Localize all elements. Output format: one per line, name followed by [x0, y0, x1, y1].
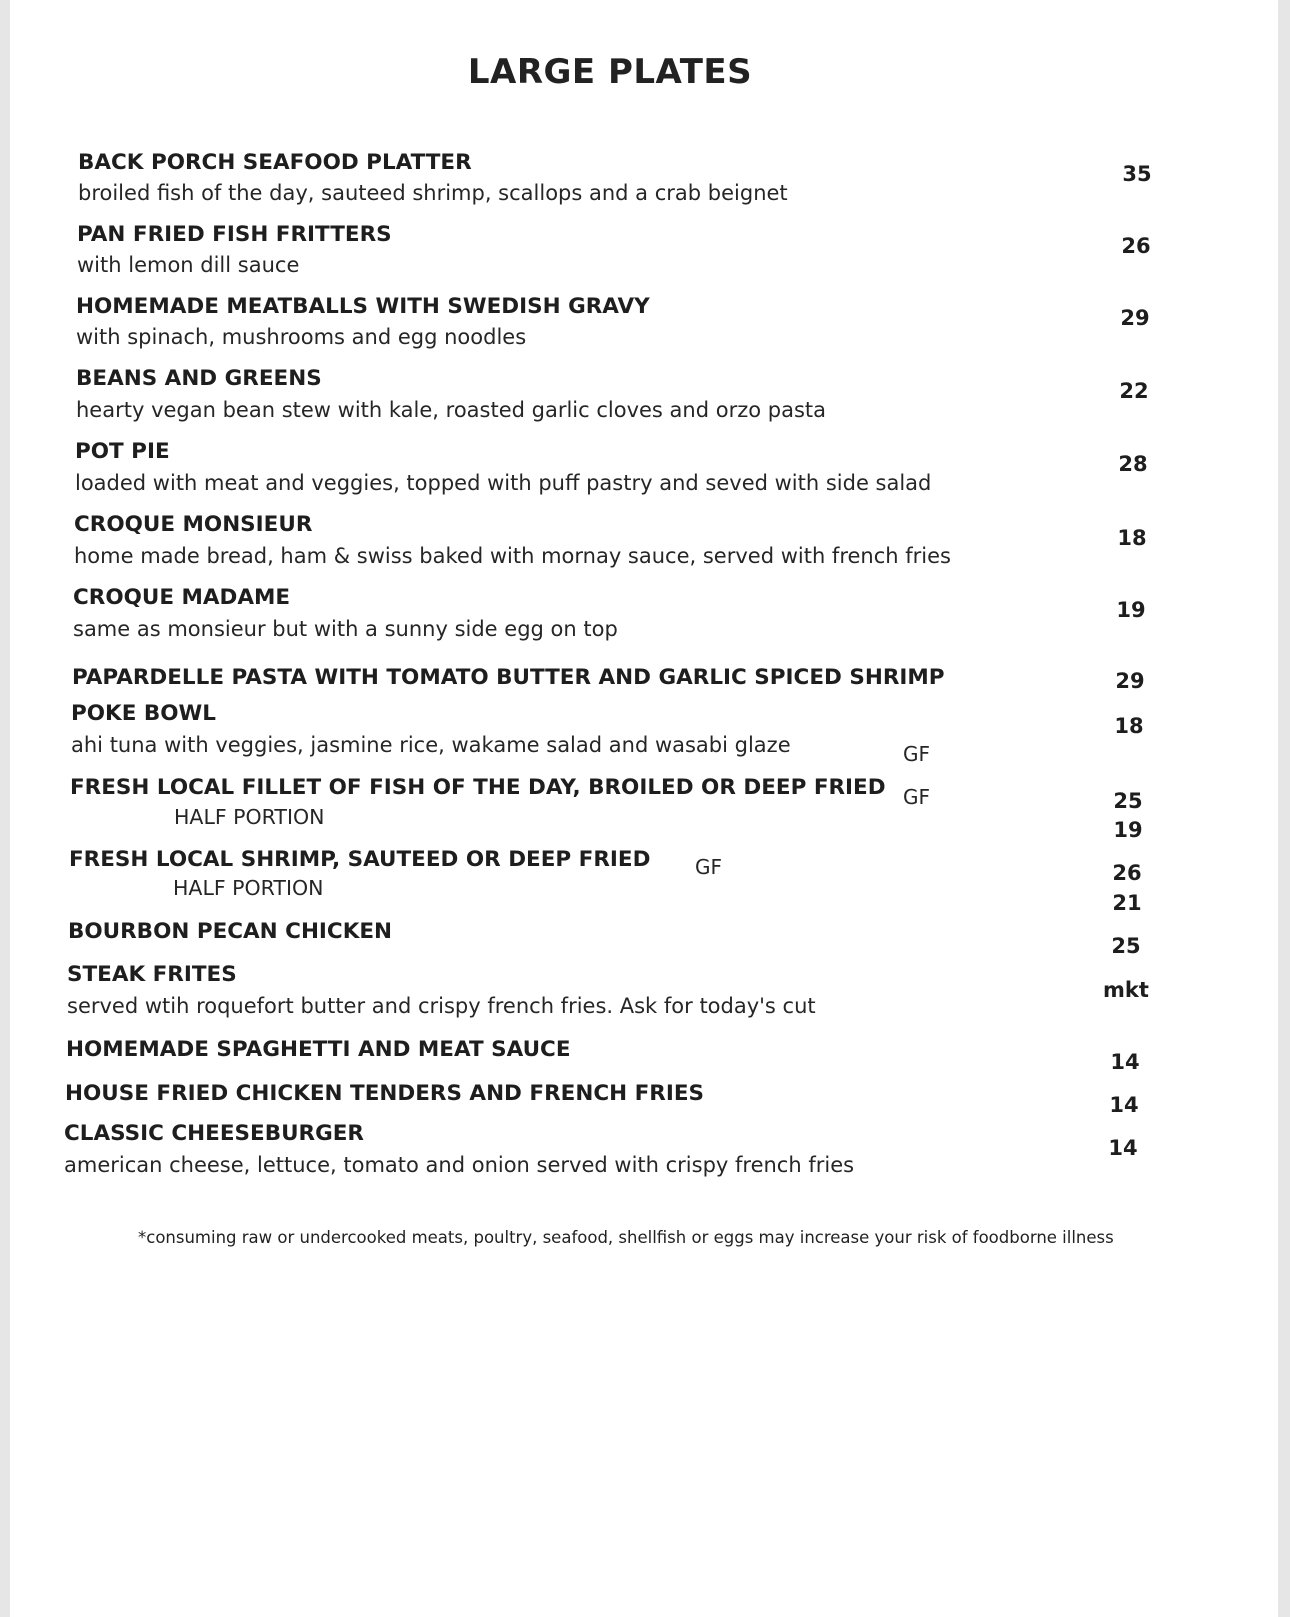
item-price: 26 — [1112, 861, 1142, 885]
item-description: with spinach, mushrooms and egg noodles — [76, 325, 527, 349]
item-price: 18 — [1117, 526, 1147, 550]
item-description: ahi tuna with veggies, jasmine rice, wakame salad and wasabi glaze — [71, 733, 791, 757]
item-description: hearty vegan bean stew with kale, roasted garlic cloves and orzo pasta — [76, 398, 827, 422]
item-name: CLASSIC CHEESEBURGER — [64, 1121, 364, 1146]
item-name: HOMEMADE MEATBALLS WITH SWEDISH GRAVY — [76, 294, 650, 319]
menu-title: LARGE PLATES — [467, 52, 753, 92]
item-description: served wtih roquefort butter and crispy french fries. Ask for today's cut — [67, 994, 816, 1018]
gluten-free-tag: GF — [903, 742, 931, 766]
item-name: POT PIE — [75, 439, 170, 464]
item-price: 19 — [1116, 598, 1146, 622]
item-price: 29 — [1115, 669, 1145, 693]
item-name: CROQUE MADAME — [73, 585, 291, 610]
item-name: BEANS AND GREENS — [76, 366, 322, 391]
item-name: HOMEMADE SPAGHETTI AND MEAT SAUCE — [66, 1037, 571, 1062]
item-name: PAN FRIED FISH FRITTERS — [77, 222, 392, 247]
item-name: PAPARDELLE PASTA WITH TOMATO BUTTER AND GARLIC SPICED SHRIMP — [72, 665, 945, 690]
item-name: HOUSE FRIED CHICKEN TENDERS AND FRENCH FRIES — [65, 1081, 704, 1106]
item-price: 25 — [1113, 789, 1143, 813]
item-name: BACK PORCH SEAFOOD PLATTER — [78, 150, 472, 175]
item-price: 29 — [1120, 306, 1150, 330]
item-description: same as monsieur but with a sunny side egg on top — [73, 617, 618, 641]
item-description: broiled fish of the day, sauteed shrimp, scallops and a crab beignet — [78, 181, 788, 205]
item-price: 14 — [1109, 1093, 1139, 1117]
item-name: STEAK FRITES — [67, 962, 237, 987]
item-description: home made bread, ham & swiss baked with mornay sauce, served with french fries — [74, 544, 951, 568]
gluten-free-tag: GF — [903, 785, 931, 809]
item-name: BOURBON PECAN CHICKEN — [68, 919, 393, 944]
item-price: 14 — [1110, 1050, 1140, 1074]
item-price: 25 — [1111, 934, 1141, 958]
item-price: mkt — [1103, 978, 1149, 1002]
half-portion-price: 19 — [1113, 818, 1143, 842]
item-description: american cheese, lettuce, tomato and onion served with crispy french fries — [64, 1153, 855, 1177]
half-portion-price: 21 — [1112, 891, 1142, 915]
item-name: POKE BOWL — [71, 701, 216, 726]
gluten-free-tag: GF — [695, 855, 723, 879]
item-price: 22 — [1119, 379, 1149, 403]
half-portion-label: HALF PORTION — [174, 805, 325, 829]
item-price: 35 — [1122, 162, 1152, 186]
item-name: FRESH LOCAL SHRIMP, SAUTEED OR DEEP FRIED — [69, 847, 651, 872]
item-name: FRESH LOCAL FILLET OF FISH OF THE DAY, BROILED OR DEEP FRIED — [70, 775, 886, 800]
menu-page — [10, 0, 1278, 1617]
item-price: 28 — [1118, 452, 1148, 476]
half-portion-label: HALF PORTION — [173, 876, 324, 900]
item-description: loaded with meat and veggies, topped with puff pastry and seved with side salad — [75, 471, 932, 495]
food-safety-disclaimer: *consuming raw or undercooked meats, poultry, seafood, shellfish or eggs may increase your risk of foodborne illness — [138, 1228, 1114, 1247]
item-price: 14 — [1108, 1136, 1138, 1160]
item-name: CROQUE MONSIEUR — [74, 512, 313, 537]
item-price: 26 — [1121, 234, 1151, 258]
item-price: 18 — [1114, 714, 1144, 738]
item-description: with lemon dill sauce — [77, 253, 300, 277]
